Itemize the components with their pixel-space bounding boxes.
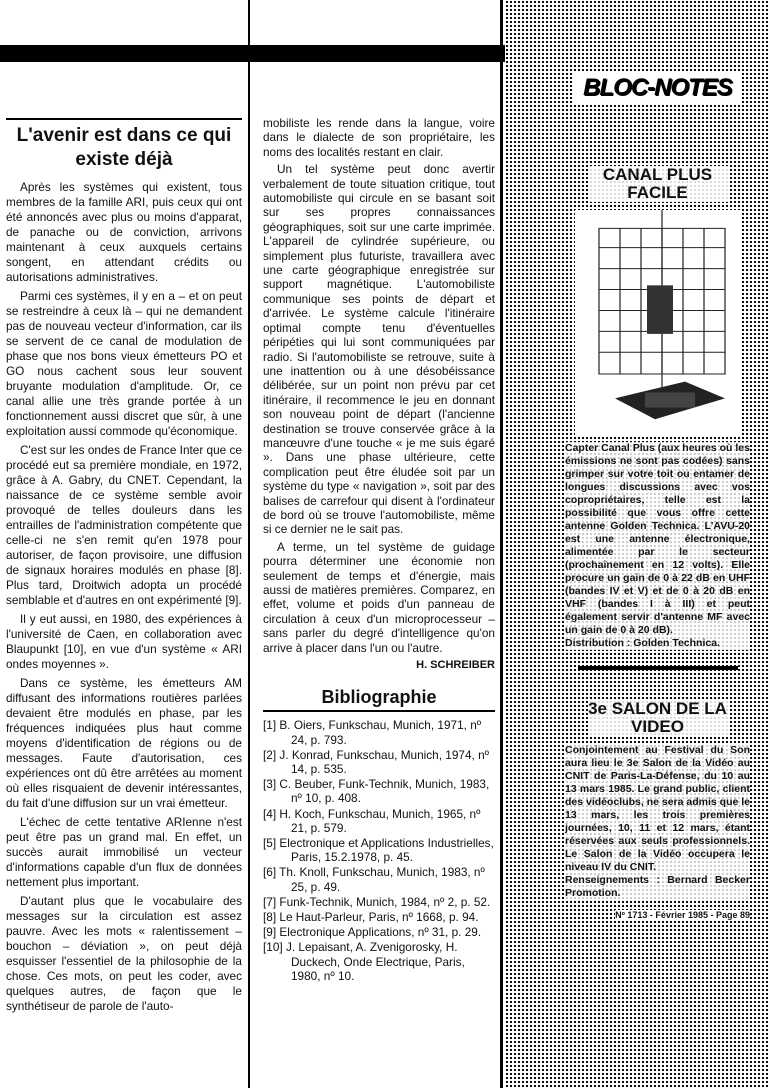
middle-column: [263, 116, 495, 984]
item-text: [565, 442, 750, 650]
paragraph: Dans ce système, les émetteurs AM diffusant des informations routières parlées devaient être modulés en phase, par les fréquences indiquées plus haut comme moyens d'identification de régions ou de messages. Faute d'autorisation, ces expériences ont dû être arrêtées au moment où elles risquaient de devenir intéressantes, du fait d'une diffusion sur un vrai émetteur.: [6, 676, 242, 810]
header-bar: [0, 45, 505, 62]
paragraph: Parmi ces systèmes, il y en a – et on peut se restreindre à ceux là – qui ne demandent pas de nouveau vecteur d'information, car ils se servent de ce canal de modulation de phase que nos bons vieux émetteurs PO et GO nous cachent sous leur souvent bruyante modulation d'amplitude. Or, ce canal allie une très grande portée à un fonctionnement aussi discret que sûr, à une exploitation aussi commode qu'économique.: [6, 289, 242, 438]
bibliography-item: [3] C. Beuber, Funk-Technik, Munich, 1983, nº 10, p. 408.: [263, 777, 490, 806]
antenna-photo: [575, 210, 741, 436]
item-title: CANAL PLUS FACILE: [588, 166, 728, 202]
sidebar: [565, 72, 750, 921]
item-distribution: Distribution : Golden Technica.: [565, 637, 720, 649]
paragraph: L'échec de cette tentative ARIenne n'est peut être pas un grand mal. En effet, un succès aurait immobilisé un vecteur d'informations capable d'un flux de données nettement plus important.: [6, 815, 242, 889]
bibliography-item: [6] Th. Knoll, Funkschau, Munich, 1983, nº 25, p. 49.: [263, 865, 485, 894]
left-column: [6, 118, 242, 1018]
bibliography-item: [1] B. Oiers, Funkschau, Munich, 1971, nº 24, p. 793.: [263, 718, 482, 747]
paragraph: Après les systèmes qui existent, tous membres de la famille ARI, puis ceux qui ont été annoncés avec plus ou moins d'apparat, de panache ou de conviction, arrivons maintenant à ceux auxquels certains songent, en attendant crédits ou autorisations administratives.: [6, 180, 242, 284]
item-title: 3e SALON DE LA VIDEO: [588, 699, 727, 736]
bibliography-item: [5] Electronique et Applications Industrielles, Paris, 15.2.1978, p. 45.: [263, 836, 494, 865]
item-text: [565, 744, 750, 900]
bibliography-item: [4] H. Koch, Funkschau, Munich, 1965, nº 21, p. 579.: [263, 806, 481, 835]
article-title: L'avenir est dans ce qui existe déjà: [6, 118, 242, 172]
paragraph: mobiliste les rende dans la langue, voire dans le dialecte de son propriétaire, les noms des localités restant en clair.: [263, 116, 495, 159]
item-body: Conjointement au Festival du Son aura lieu le 3e Salon de la Vidéo au CNIT de Paris-La-Défense, du 10 au 13 mars 1985. Le grand public, client des vidéoclubs, ne sera admis que le 13 mars, les trois premières journées, 10, 11 et 12 mars, étant réservées aux seuls professionnels. Le Salon de la Vidéo occupera le niveau IV du CNIT.: [565, 744, 750, 873]
bibliography-item: [7] Funk-Technik, Munich, 1984, nº 2, p. 52.: [263, 894, 491, 909]
column-divider: [500, 0, 503, 1088]
bibliography-item: [9] Electronique Applications, nº 31, p. 29.: [263, 925, 482, 940]
bibliography-title: Bibliographie: [263, 686, 495, 712]
column-divider: [248, 0, 250, 1088]
sidebar-header: BLOC-NOTES: [574, 72, 742, 104]
item-contact: Renseignements : Bernard Becker Promotion.: [565, 874, 750, 899]
paragraph: A terme, un tel système de guidage pourra déterminer une économie non seulement de temps et d'énergie, mais aussi de matières premières. Comparez, en effet, volume et poids d'un panneau de circulation à ceux d'un microprocesseur – sans parler du degré d'intelligence qu'on arrive à placer dans l'un ou l'autre.: [263, 539, 495, 655]
bibliography-list: [263, 718, 495, 983]
bibliography-item: [8] Le Haut-Parleur, Paris, nº 1668, p. 94.: [263, 910, 479, 925]
paragraph: Il y eut aussi, en 1980, des expériences à l'université de Caen, en collaboration avec Blaupunkt [10], en vue d'un système « ARI ondes moyennes ».: [6, 612, 242, 671]
separator: [578, 666, 738, 670]
bibliography-item: [2] J. Konrad, Funkschau, Munich, 1974, nº 14, p. 535.: [263, 747, 489, 777]
page-footer: Nº 1713 - Février 1985 - Page 89: [615, 910, 750, 920]
bibliography-item: [10] J. Lepaisant, A. Zvenigorosky, H. Duckech, Onde Electrique, Paris, 1980, nº 10.: [263, 940, 465, 983]
author: H. SCHREIBER: [416, 659, 495, 672]
paragraph: D'autant plus que le vocabulaire des messages sur la circulation est assez pauvre. Avec les mots « ralentissement – bouchon – déviation », on peut déjà esquisser l'essentiel de la philosophie de la chose. Ces mots, on peut les coder, avec quelques autres, de façon que le synthétiseur de parole de l'auto-: [6, 894, 242, 1013]
paragraph: Un tel système peut donc avertir verbalement de toute situation critique, tout automobiliste qui circule en se basant soit sur ses propres connaissances géographiques, soit sur une carte imprimée. L'appareil de cylindrée supérieure, ou simplement plus futuriste, travaillera avec une carte géographique enregistrée sur support magnétique. L'automobiliste communique ses points de départ et d'arrivée. Le système calcule l'itinéraire optimal compte tenu d'éventuelles péripéties qui lui sont communiquées par radio. Si l'automobiliste se retrouve, suite à une inattention ou à une désobéissance délibérée, sur un point non prévu par cet itinéraire, il recommence le jeu en donnant son nouveau point de départ (l'ancienne destination se trouve conservée grâce à la manœuvre d'une touche « je me suis égaré ». Dans une phase ultérieure, cette complication peut être éludée soit par un système du type « navigation », soit par des balises de carrefour qui disent à l'ordinateur de bord où se trouve l'automobiliste, même si ce dernier ne le sait pas.: [263, 162, 495, 537]
item-body: Capter Canal Plus (aux heures où les émissions ne sont pas codées) sans grimper sur votre toit ou entamer de longues discussions avec vos copropriétaires, telle est la possibilité que vous offre cette antenne Golden Technica. L'AVU-20 est une antenne électronique, alimentée par le secteur (prochainement en 12 volts). Elle procure un gain de 0 à 22 dB en UHF (bandes IV et V) et de 0 à 20 dB en VHF (bandes I à III) et peut également servir d'antenne MF avec un gain de 0 à 20 dB).: [565, 442, 750, 636]
paragraph: C'est sur les ondes de France Inter que ce procédé eut sa première mondiale, en 1972, grâce à A. Gabry, du CNET. Cependant, la naissance de ce système semble avoir provoqué de telles douleurs dans les entrailles de l'administration compétente que celle-ci ne s'en remit qu'en 1978 pour autoriser, de façon provisoire, une diffusion de signaux horaires modulés en phase [8]. Plus tard, Droitwich adopta un procédé semblable et d'autres en ont expérimenté [9].: [6, 443, 242, 607]
